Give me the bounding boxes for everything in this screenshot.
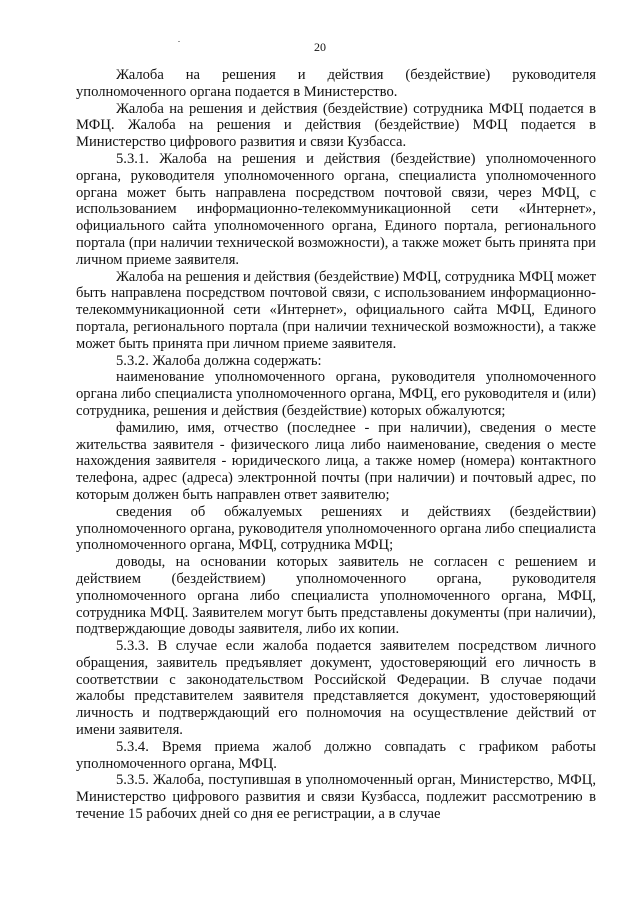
scan-speck	[178, 41, 180, 42]
document-body	[76, 67, 596, 823]
paragraph-7: фамилию, имя, отчество (последнее - при наличии), сведения о месте жительства заявителя - физического лица либо наименование, сведения о месте нахождения заявителя - юридического лица, а также номер (номера) контактного телефона, адрес (адреса) электронной почты (при наличии) и почтовый адрес, по которым должен быть направлен ответ заявителю;	[76, 419, 596, 503]
paragraph-4: Жалоба на решения и действия (бездействие) МФЦ, сотрудника МФЦ может быть направлена посредством почтовой связи, с использованием информационно-телекоммуникационной сети «Интернет», официального сайта МФЦ, Единого портала, регионального портала (при наличии технической возможности), а также может быть принята при личном приеме заявителя.	[76, 268, 596, 352]
paragraph-9: доводы, на основании которых заявитель не согласен с решением и действием (бездействием) уполномоченного органа, руководителя уполномоченного органа либо специалиста уполномоченного органа, МФЦ, сотрудника МФЦ. Заявителем могут быть представлены документы (при наличии), подтверждающие доводы заявителя, либо их копии.	[76, 554, 596, 638]
paragraph-8: сведения об обжалуемых решениях и действиях (бездействии) уполномоченного органа, руководителя уполномоченного органа либо специалиста уполномоченного органа, МФЦ, сотрудника МФЦ;	[76, 503, 596, 554]
paragraph-3: 5.3.1. Жалоба на решения и действия (бездействие) уполномоченного органа, руководителя уполномоченного органа, специалиста уполномоченного органа может быть направлена посредством почтовой связи, через МФЦ, с использованием информационно-телекоммуникационной сети «Интернет», официального сайта уполномоченного органа, Единого портала, регионального портала (при наличии технической возможности), а также может быть принята при личном приеме заявителя.	[76, 150, 596, 268]
paragraph-12: 5.3.5. Жалоба, поступившая в уполномоченный орган, Министерство, МФЦ, Министерство цифрового развития и связи Кузбасса, подлежит рассмотрению в течение 15 рабочих дней со дня ее регистрации, а в случае	[76, 772, 596, 823]
paragraph-1: Жалоба на решения и действия (бездействие) руководителя уполномоченного органа подается в Министерство.	[76, 67, 596, 100]
paragraph-11: 5.3.4. Время приема жалоб должно совпадать с графиком работы уполномоченного органа, МФЦ.	[76, 738, 596, 772]
page-number: 20	[314, 40, 326, 54]
paragraph-5: 5.3.2. Жалоба должна содержать:	[116, 352, 322, 369]
paragraph-10: 5.3.3. В случае если жалоба подается заявителем посредством личного обращения, заявитель предъявляет документ, удостоверяющий его личность в соответствии с законодательством Российской Федерации. В случае подачи жалобы представителем заявителя представляется документ, удостоверяющий личность и подтверждающий его полномочия на осуществление действий от имени заявителя.	[76, 638, 596, 739]
paragraph-2: Жалоба на решения и действия (бездействие) сотрудника МФЦ подается в МФЦ. Жалоба на решения и действия (бездействие) МФЦ подается в Министерство цифрового развития и связи Кузбасса.	[76, 100, 596, 151]
paragraph-6: наименование уполномоченного органа, руководителя уполномоченного органа либо специалиста уполномоченного органа, МФЦ, его руководителя и (или) сотрудника, решения и действия (бездействие) которых обжалуются;	[76, 369, 596, 419]
